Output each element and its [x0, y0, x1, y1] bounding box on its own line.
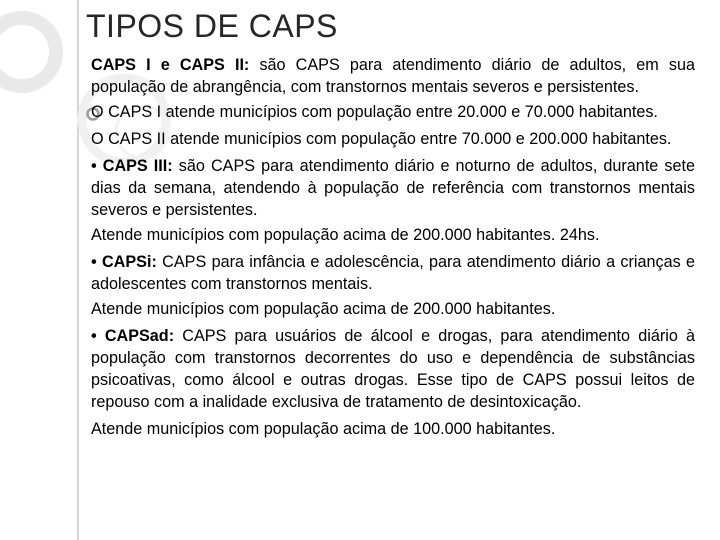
paragraph-caps-i-population: O CAPS I atende municípios com população entre 20.000 e 70.000 habitantes. — [91, 103, 658, 121]
paragraph-caps-ii-population: O CAPS II atende municípios com população entre 70.000 e 200.000 habitantes. — [91, 130, 672, 148]
slide-title: TIPOS DE CAPS — [86, 8, 338, 44]
paragraph-capsad: • CAPSad: CAPS para usuários de álcool e drogas, para atendimento diário à população com transtornos decorrentes do uso e dependência de substâncias psicoativas, como álcool e outras drogas. Esse tipo de CAPS possui leitos de repouso com a inalidade exclusiva de tratamento de desintoxicação. — [91, 327, 695, 411]
paragraph-capsi: • CAPSi: CAPS para infância e adolescência, para atendimento diário a crianças e adolescentes com transtornos mentais. — [91, 253, 696, 293]
paragraph-capsad-population: Atende municípios com população acima de 100.000 habitantes. — [91, 420, 556, 438]
paragraph-caps-iii-population: Atende municípios com população acima de 200.000 habitantes. 24hs. — [91, 226, 600, 244]
content-body — [91, 54, 695, 448]
paragraph-capsi-population: Atende municípios com população acima de 200.000 habitantes. — [91, 300, 556, 318]
paragraph-caps-i-ii: CAPS I e CAPS II: são CAPS para atendimento diário de adultos, em sua população de abrangência, com transtornos mentais severos e persistentes. — [91, 56, 695, 96]
paragraph-caps-iii: • CAPS III: são CAPS para atendimento diário e noturno de adultos, durante sete dias da semana, atendendo à população de referência com transtornos mentais severos e persistentes. — [91, 157, 695, 219]
